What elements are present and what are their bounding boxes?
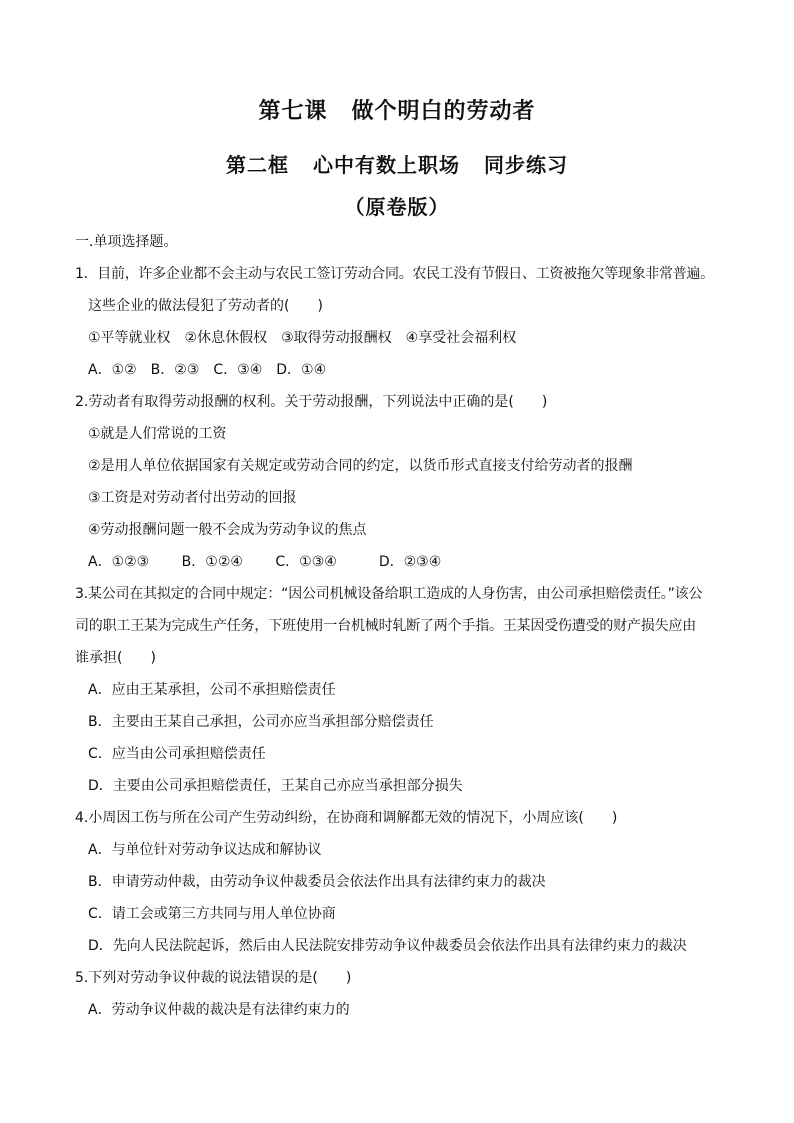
q2-item-4: ④劳动报酬问题一般不会成为劳动争议的焦点 xyxy=(88,522,367,538)
lesson-title xyxy=(0,94,794,125)
q4-option-a: A．与单位针对劳动争议达成和解协议 xyxy=(88,842,322,858)
q2-stem-line-1: 2.劳动者有取得劳动报酬的权利。关于劳动报酬，下列说法中正确的是( ) xyxy=(75,394,548,410)
q5-option-a: A．劳动争议仲裁的裁决是有法律约束力的 xyxy=(88,1002,350,1018)
frame-title xyxy=(0,149,794,178)
frame-number: 第二框 xyxy=(226,153,289,177)
q1-items: ①平等就业权 ②休息休假权 ③取得劳动报酬权 ④享受社会福利权 xyxy=(88,330,517,346)
q1-stem-line-1: 1．目前，许多企业都不会主动与农民工签订劳动合同。农民工没有节假日、工资被拖欠等现象非常普遍。 xyxy=(75,266,714,282)
q4-stem-line-1: 4.小周因工伤与所在公司产生劳动纠纷，在协商和调解都无效的情况下，小周应该( ) xyxy=(75,810,618,826)
q1-stem-line-2: 这些企业的做法侵犯了劳动者的( ) xyxy=(88,298,323,314)
q3-option-c: C．应当由公司承担赔偿责任 xyxy=(88,746,266,762)
section-heading: 一.单项选择题。 xyxy=(75,234,178,250)
q2-item-3: ③工资是对劳动者付出劳动的回报 xyxy=(88,490,297,506)
q3-option-d: D．主要由公司承担赔偿责任，王某自己亦应当承担部分损失 xyxy=(88,778,463,794)
exercise-type: 同步练习 xyxy=(484,153,568,177)
q3-stem-line-2: 司的职工王某为完成生产任务，下班使用一台机械时轧断了两个手指。王某因受伤遭受的财产损失应由 xyxy=(75,618,696,634)
q3-stem-line-1: 3.某公司在其拟定的合同中规定：“因公司机械设备给职工造成的人身伤害，由公司承担赔偿责任。”该公 xyxy=(75,586,703,602)
q4-option-d: D．先向人民法院起诉，然后由人民法院安排劳动争议仲裁委员会依法作出具有法律约束力的裁决 xyxy=(88,938,687,954)
q3-option-b: B．主要由王某自己承担，公司亦应当承担部分赔偿责任 xyxy=(88,714,434,730)
q2-item-2: ②是用人单位依据国家有关规定或劳动合同的约定，以货币形式直接支付给劳动者的报酬 xyxy=(88,458,633,474)
q3-option-a: A．应由王某承担，公司不承担赔偿责任 xyxy=(88,682,336,698)
q2-options: A．①②③ B．①②④ C．①③④ D．②③④ xyxy=(88,554,442,570)
lesson-name: 做个明白的劳动者 xyxy=(351,98,536,124)
q1-options: A．①② B．②③ C．③④ D．①④ xyxy=(88,362,327,378)
lesson-number: 第七课 xyxy=(258,98,328,124)
frame-name: 心中有数上职场 xyxy=(313,153,460,177)
version-label: （原卷版） xyxy=(344,195,450,219)
q4-option-c: C．请工会或第三方共同与用人单位协商 xyxy=(88,906,336,922)
q5-stem-line-1: 5.下列对劳动争议仲裁的说法错误的是( ) xyxy=(75,970,352,986)
q3-stem-line-3: 谁承担( ) xyxy=(75,650,156,666)
q4-option-b: B．申请劳动仲裁，由劳动争议仲裁委员会依法作出具有法律约束力的裁决 xyxy=(88,874,546,890)
q2-item-1: ①就是人们常说的工资 xyxy=(88,426,227,442)
